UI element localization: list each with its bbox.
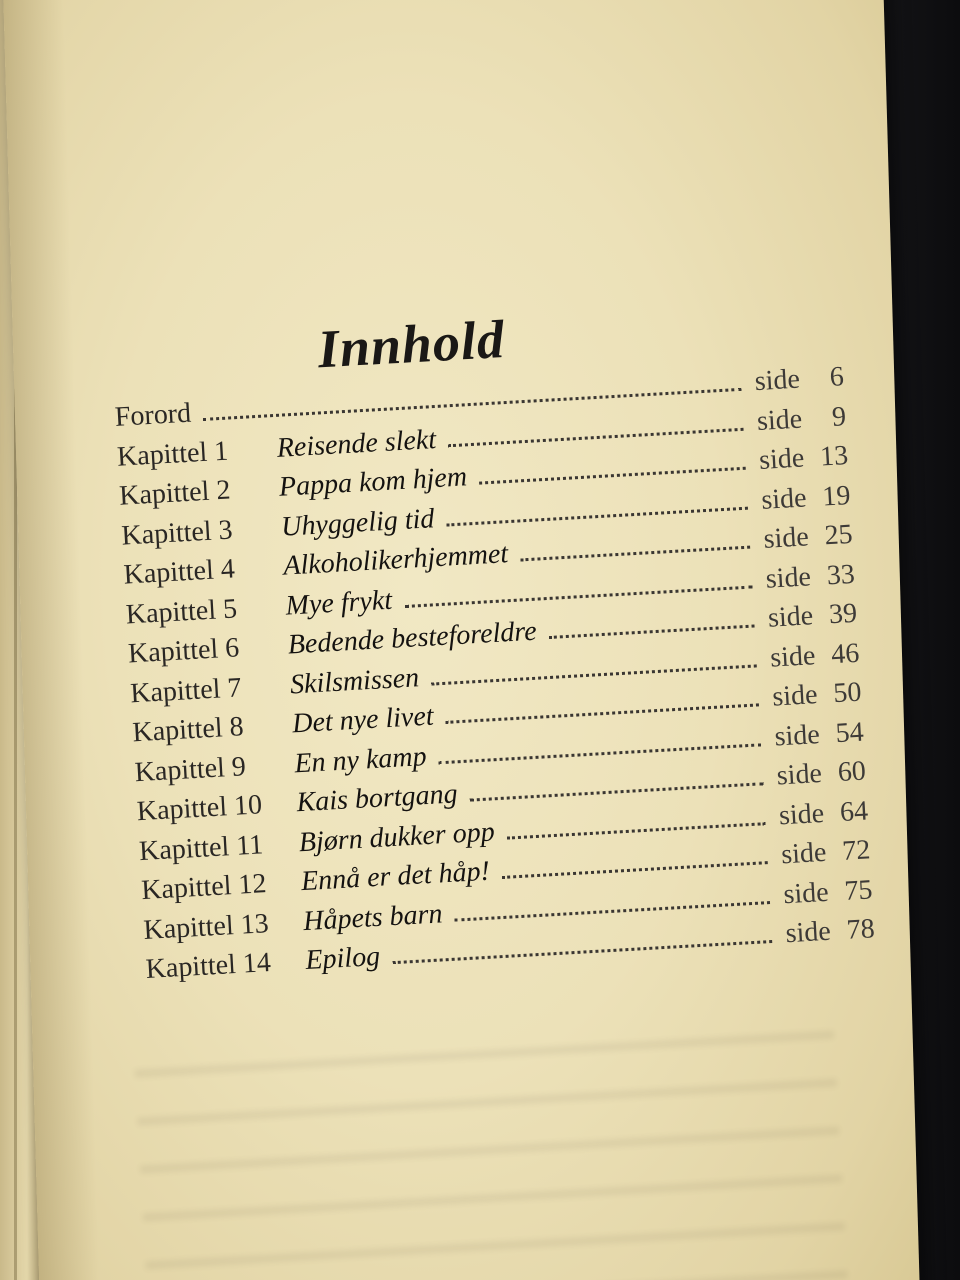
chapter-word: Kapittel	[140, 870, 233, 907]
page-word: side	[778, 797, 825, 831]
chapter-number: 1	[213, 435, 229, 467]
page-word: side	[753, 363, 801, 398]
chapter-number: 2	[215, 474, 232, 507]
page-number: 6	[828, 361, 845, 393]
chapter-number: 9	[230, 750, 247, 783]
page-number: 60	[836, 755, 867, 789]
chapter-number: 10	[233, 789, 263, 822]
page-number: 50	[832, 676, 863, 710]
dot-leader	[502, 861, 768, 879]
page-word: side	[767, 600, 814, 634]
page-number: 39	[828, 597, 858, 631]
chapter-title: Bedende besteforeldre	[286, 615, 538, 661]
page-number: 19	[821, 479, 852, 512]
chapter-title: Det nye livet	[291, 700, 435, 740]
toc-page-ref	[763, 519, 854, 556]
dot-leader	[520, 546, 750, 562]
toc-page-ref	[785, 913, 876, 950]
dot-leader	[447, 506, 748, 526]
page-word: side	[780, 836, 828, 871]
page-number: 13	[819, 440, 850, 473]
page-word: side	[758, 442, 806, 476]
toc-page-ref	[765, 558, 856, 595]
chapter-word: Kapittel	[142, 909, 235, 946]
page-word: side	[782, 876, 830, 910]
chapter-word: Kapittel	[129, 672, 222, 709]
chapter-word: Kapittel	[118, 475, 211, 512]
page-number: 72	[841, 834, 872, 867]
toc-page-ref	[761, 479, 852, 516]
dot-leader	[470, 782, 764, 801]
dot-leader	[446, 703, 759, 723]
chapter-word: Kapittel	[144, 948, 237, 985]
page-word: side	[775, 757, 823, 792]
toc-title: Innhold	[316, 309, 507, 380]
dot-leader	[448, 427, 743, 446]
chapter-number: 11	[235, 828, 264, 862]
chapter-word: Kapittel	[122, 554, 215, 591]
dot-leader	[392, 940, 772, 964]
page-word: side	[760, 481, 808, 516]
toc-page-ref	[754, 361, 845, 398]
toc-page-ref	[783, 874, 874, 911]
dot-leader	[455, 901, 770, 922]
toc-page-ref	[767, 598, 858, 635]
dot-leader	[507, 822, 766, 839]
toc-page-ref	[769, 637, 860, 674]
chapter-number: 7	[226, 671, 243, 704]
toc-page-ref	[758, 440, 849, 477]
chapter-title: Skilsmissen	[289, 661, 420, 700]
page-number: 64	[839, 794, 869, 828]
chapter-title: Uhyggelig tid	[280, 502, 436, 543]
toc-page-ref	[774, 716, 865, 753]
toc-page-ref	[778, 795, 869, 832]
page-word: side	[771, 679, 819, 713]
page-word: side	[756, 403, 803, 437]
chapter-number: 14	[241, 947, 272, 980]
page-number: 78	[845, 913, 876, 946]
page-word: side	[773, 718, 821, 753]
chapter-title: Alkoholikerhjemmet	[282, 538, 509, 582]
chapter-number: 6	[224, 632, 241, 665]
chapter-number: 12	[237, 868, 268, 901]
chapter-word: Kapittel	[138, 830, 231, 867]
page-number: 75	[843, 873, 874, 907]
chapter-word: Kapittel	[136, 791, 228, 828]
chapter-number: 5	[222, 592, 238, 625]
dot-leader	[431, 664, 756, 685]
show-through-text	[133, 991, 848, 1280]
chapter-number: 4	[219, 553, 236, 586]
chapter-title: En ny kamp	[293, 740, 428, 779]
page-word: side	[784, 915, 832, 950]
page-number: 33	[825, 558, 856, 591]
chapter-word: Kapittel	[133, 751, 226, 788]
chapter-number: 3	[217, 513, 234, 546]
page-word: side	[769, 639, 817, 674]
dot-leader	[549, 624, 755, 638]
toc-row-label: Forord	[114, 397, 192, 433]
chapter-word: Kapittel	[120, 515, 213, 552]
page-word: side	[762, 521, 810, 555]
page-number: 9	[831, 400, 847, 433]
toc-page-ref	[756, 401, 847, 438]
chapter-word: Kapittel	[125, 594, 217, 631]
chapter-word: Kapittel	[127, 633, 220, 670]
chapter-title: Mye frykt	[284, 584, 393, 622]
table-of-contents	[110, 289, 876, 993]
chapter-title: Epilog	[304, 940, 381, 977]
chapter-number: 13	[239, 907, 270, 941]
chapter-title: Håpets barn	[302, 897, 444, 937]
toc-page-ref	[776, 756, 867, 793]
dot-leader	[479, 467, 745, 485]
chapter-number: 8	[228, 711, 245, 743]
page-number: 54	[834, 716, 865, 749]
chapter-title: Kais bortgang	[295, 778, 459, 819]
chapter-title: Bjørn dukker opp	[298, 815, 496, 858]
dot-leader	[439, 743, 761, 764]
page-number: 46	[830, 637, 861, 670]
chapter-word: Kapittel	[131, 712, 224, 749]
page-word: side	[764, 560, 812, 595]
chapter-word: Kapittel	[116, 436, 209, 473]
toc-page-ref	[780, 834, 871, 871]
dot-leader	[404, 585, 752, 607]
chapter-title: Ennå er det håp!	[300, 855, 491, 898]
toc-page-ref	[772, 677, 863, 714]
chapter-title: Reisende slekt	[275, 423, 437, 464]
page-number: 25	[823, 518, 854, 552]
chapter-title: Pappa kom hjem	[278, 461, 468, 503]
toc-list	[114, 361, 876, 993]
